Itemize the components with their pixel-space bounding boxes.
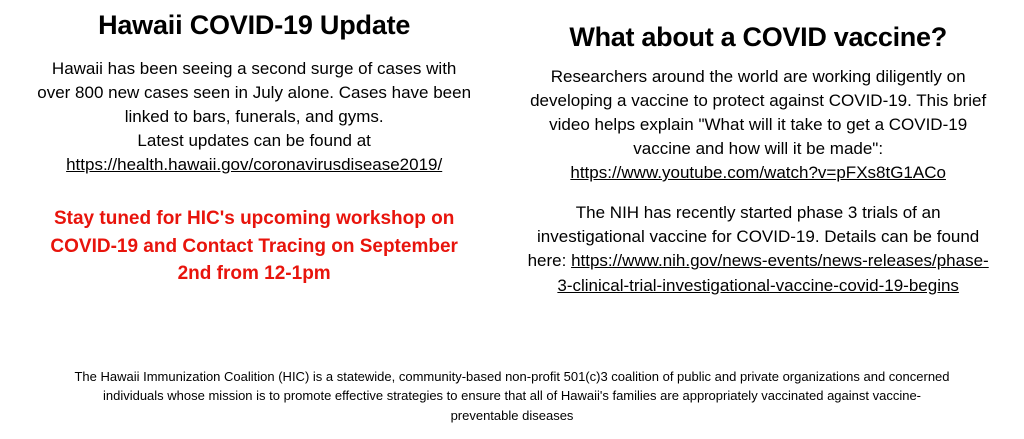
left-paragraph: Hawaii has been seeing a second surge of cases with over 800 new cases seen in July alone. Cases have been linked to bars, funerals, and gyms. [37,58,472,126]
left-column [8,6,500,288]
footer-disclaimer: The Hawaii Immunization Coalition (HIC) is a statewide, community-based non-profit 501(c)3 coalition of public and private organizations and concerned individuals whose mission is to promote effective strategies to ensure that all of Hawaii's families are appropriately vaccinated against vaccine-preventable diseases [74,368,950,423]
nih-news-release-link[interactable]: https://www.nih.gov/news-events/news-releases/phase-3-clinical-trial-investigational-vaccine-covid-19-begins [557,251,989,295]
right-column [500,6,1016,298]
left-latest-updates-line: Latest updates can be found at [137,130,371,150]
right-link-paragraph-youtube [522,161,994,185]
right-paragraph-vaccine-research: Researchers around the world are working diligently on developing a vaccine to protect against COVID-19. This brief video helps explain "What will it take to get a COVID-19 vaccine and how will it be made": [530,66,987,158]
right-heading: What about a COVID vaccine? [569,22,947,52]
hawaii-health-link[interactable]: https://health.hawaii.gov/coronavirusdisease2019/ [66,155,443,175]
youtube-video-link[interactable]: https://www.youtube.com/watch?v=pFXs8tG1ACo [570,163,946,183]
left-link-paragraph [36,153,472,177]
left-heading: Hawaii COVID-19 Update [98,10,411,40]
right-paragraph-nih-text: The NIH has recently started phase 3 trials of an investigational vaccine for COVID-19. Details can be found here: [527,203,980,271]
workshop-alert-text: Stay tuned for HIC's upcoming workshop on COVID-19 and Contact Tracing on September 2nd from 12-1pm [50,208,458,285]
right-paragraph-nih-trials [522,201,994,298]
right-column-spacer [522,185,994,201]
